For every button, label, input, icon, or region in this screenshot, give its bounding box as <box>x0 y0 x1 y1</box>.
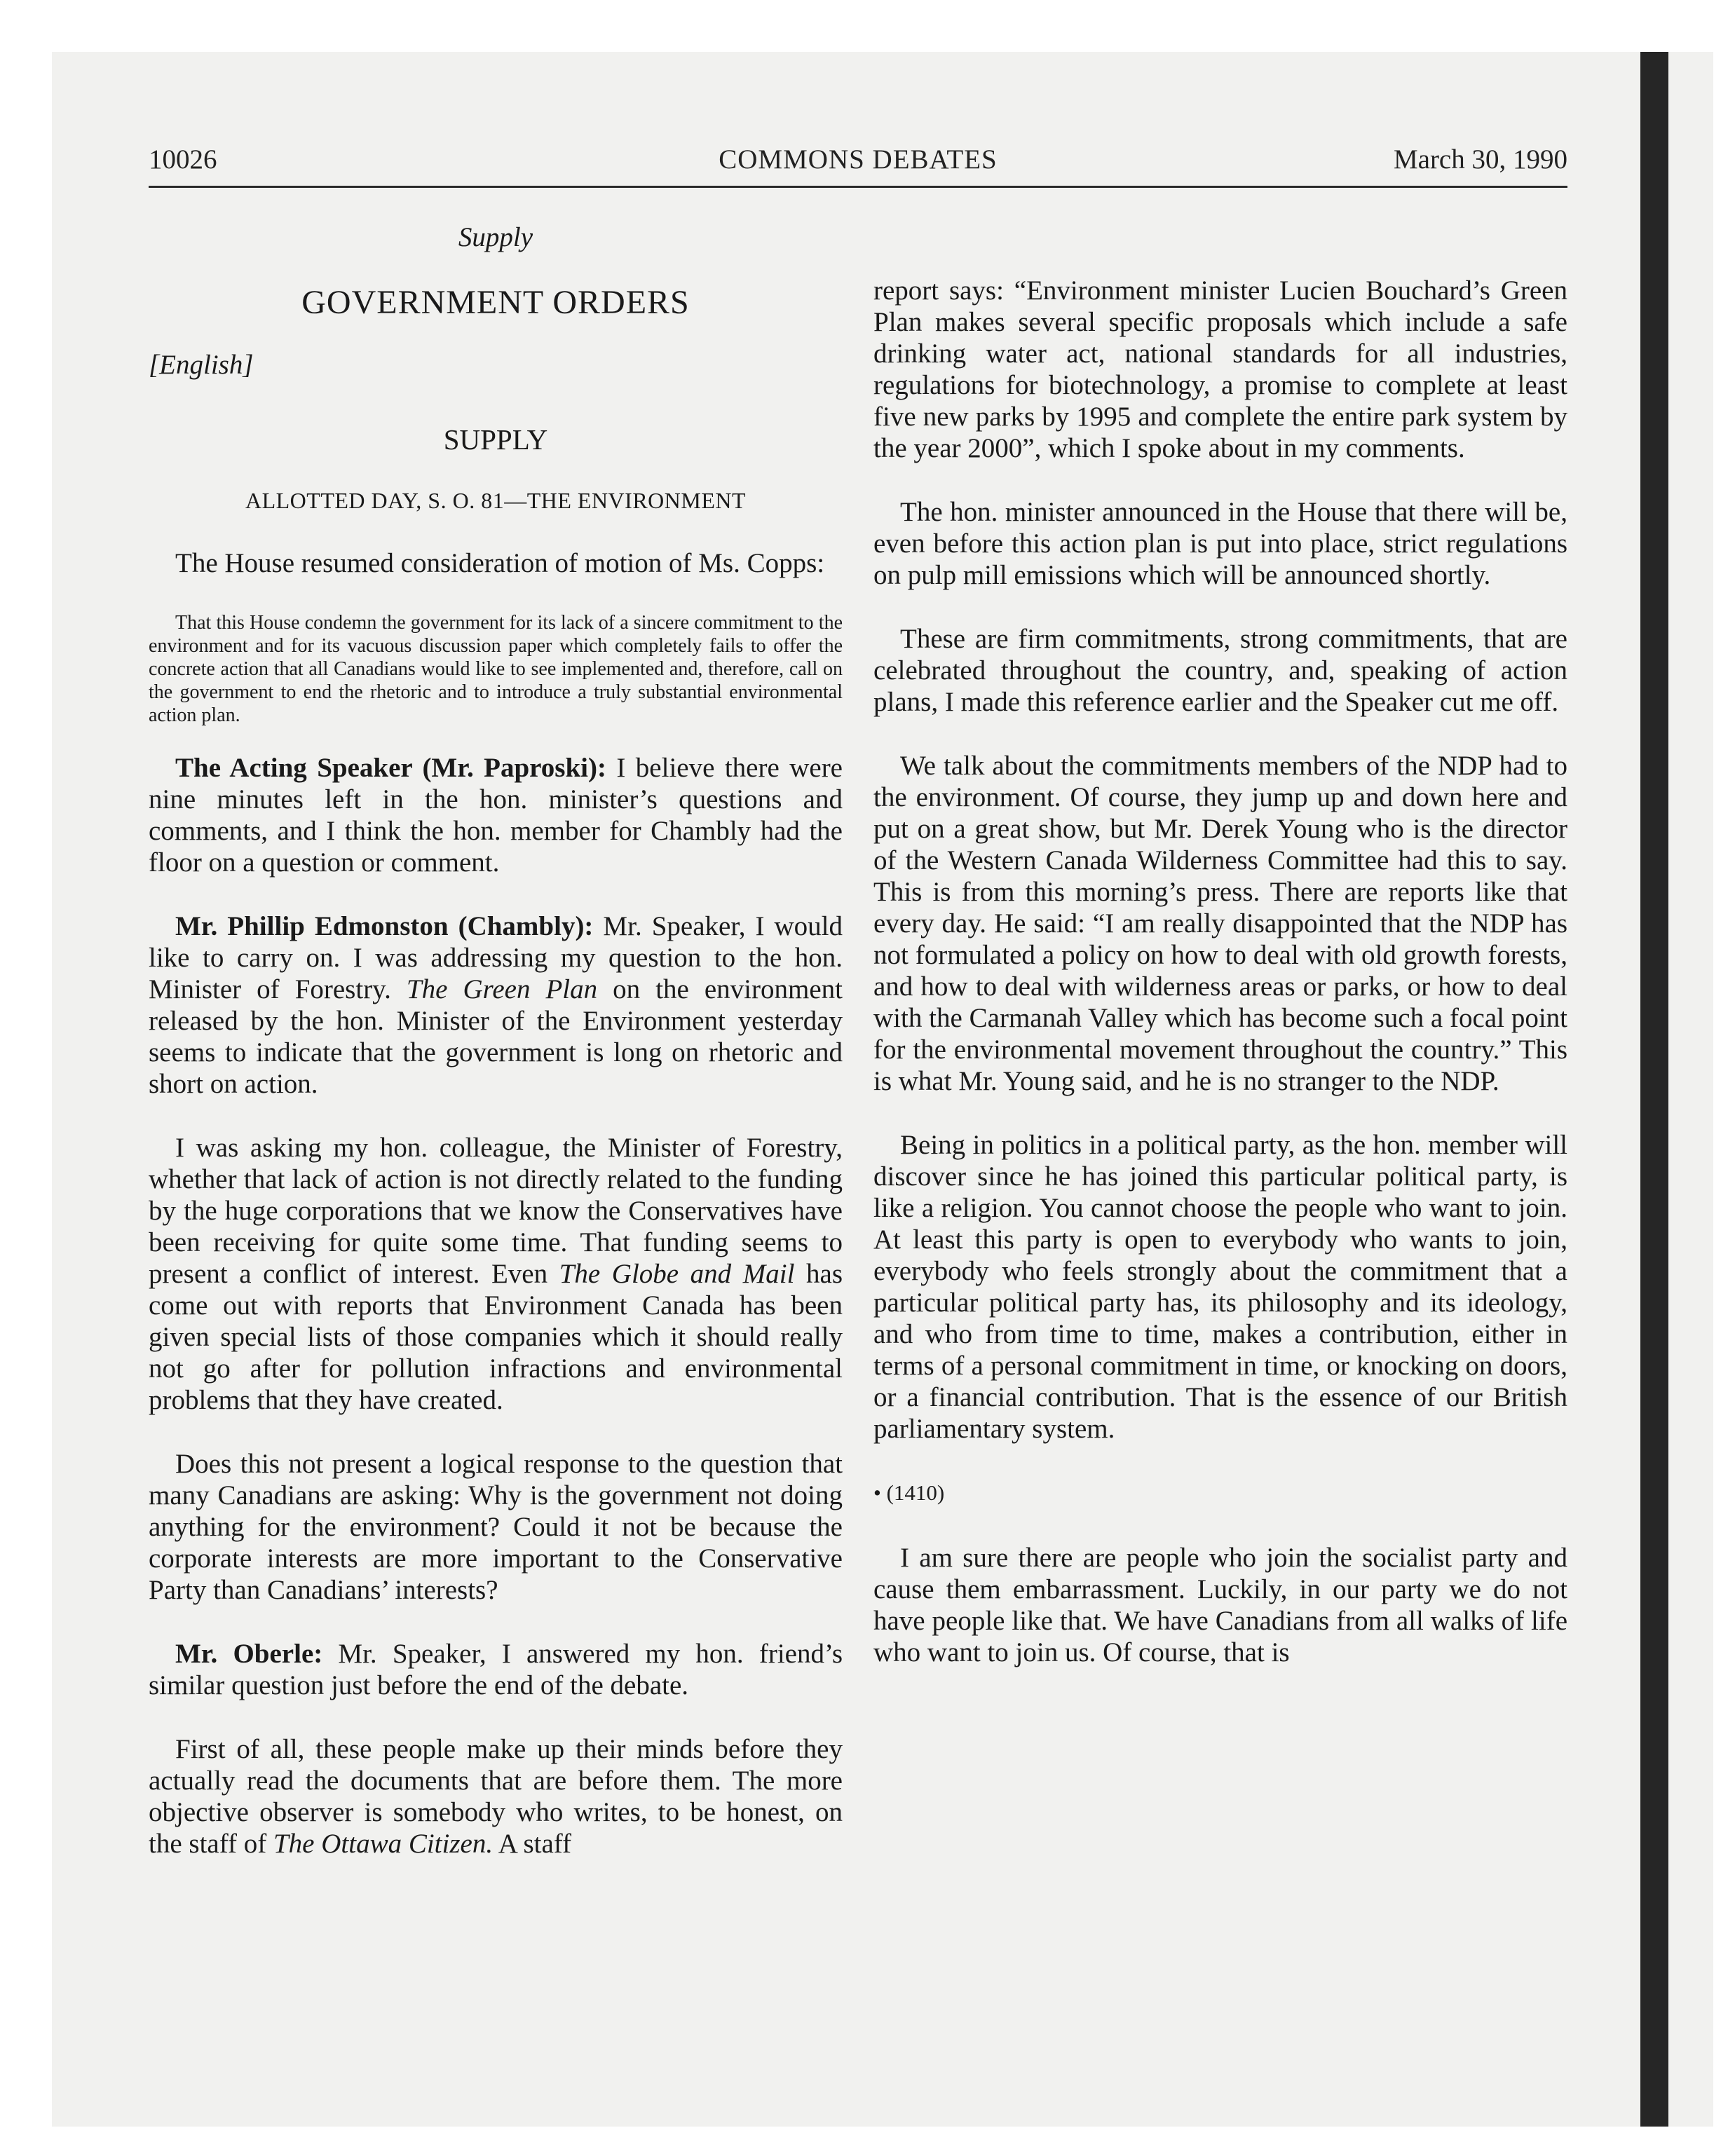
right-column <box>873 275 1567 1700</box>
paragraph: Mr. Oberle: Mr. Speaker, I answered my hon. friend’s similar question just before the end of the debate. <box>149 1639 843 1700</box>
page-number: 10026 <box>149 144 217 175</box>
italic-title: The Globe and Mail <box>559 1259 795 1289</box>
publication-title: COMMONS DEBATES <box>719 144 998 175</box>
paragraph: Mr. Phillip Edmonston (Chambly): Mr. Speaker, I would like to carry on. I was addressing my question to the hon. Minister of Forestry. The Green Plan on the environment released by the hon. Minister of the Environment yesterday seems to indicate that the government is long on rhetoric and short on action. <box>149 911 843 1099</box>
section-heading: GOVERNMENT ORDERS <box>301 284 690 321</box>
allotted-day-heading: ALLOTTED DAY, S. O. 81—THE ENVIRONMENT <box>245 488 747 513</box>
speaker-name: The Acting Speaker (Mr. Paproski): <box>175 753 606 783</box>
header-rule <box>149 186 1567 188</box>
paragraph: I am sure there are people who join the socialist party and cause them embarrassment. Luckily, in our party we do not have people like that. We have Canadians from all walks of life who want to join us. Of course, that is <box>873 1543 1567 1667</box>
page-header <box>149 144 1567 186</box>
paragraph: We talk about the commitments members of the NDP had to the environment. Of course, they jump up and down here and put on a great show, but Mr. Derek Young who is the director of the Western Canada Wilderness Committee had this to say. This is from this morning’s press. There are reports like that every day. He said: “I am really disappointed that the NDP has not formulated a policy on how to deal with old growth forests, and how to deal with wilderness areas or parks, or how to deal with the Carmanah Valley which has become such a focal point for the environmental movement throughout the country.” This is what Mr. Young said, and he is no stranger to the NDP. <box>873 751 1567 1096</box>
paragraph: Does this not present a logical response to the question that many Canadians are asking: Why is the government not doing anything for the environment? Could it not be because the corporate interests are more important to the Conservative Party than Canadians’ interests? <box>149 1449 843 1605</box>
intro-paragraph: The House resumed consideration of motion of Ms. Copps: <box>175 548 825 578</box>
paragraph: The hon. minister announced in the House that there will be, even before this action plan is put into place, strict regulations on pulp mill emissions which will be announced shortly. <box>873 497 1567 590</box>
italic-title: The Green Plan <box>406 974 598 1004</box>
italic-title: The Ottawa Citizen. <box>273 1829 494 1859</box>
paragraph: These are firm commitments, strong commitments, that are celebrated throughout the country, and, speaking of action plans, I made this reference earlier and the Speaker cut me off. <box>873 624 1567 717</box>
motion-text: That this House condemn the government for its lack of a sincere commitment to the environment and for its vacuous discussion paper which completely fails to offer the concrete action that all Canadians would like to see implemented and, therefore, call on the government to end the rhetoric and to introduce a truly substantial environmental action plan. <box>149 612 843 726</box>
timestamp-marker: • (1410) <box>873 1480 945 1505</box>
subheading: SUPPLY <box>443 423 548 456</box>
language-tag: [English] <box>149 350 254 380</box>
paragraph: Being in politics in a political party, as the hon. member will discover since he has joined this particular political party, is like a religion. You cannot choose the people who want to join. At least this party is open to everybody who wants to join, everybody who feels strongly about the commitment that a particular political party has, its philosophy and its ideology, and who from time to time, makes a contribution, either in terms of a personal commitment in time, or knocking on doors, or a financial contribution. That is the essence of our British parliamentary system. <box>873 1130 1567 1444</box>
paragraph: report says: “Environment minister Lucien Bouchard’s Green Plan makes several specific proposals which include a safe drinking water act, national standards for all industries, regulations for biotechnology, a promise to complete at least five new parks by 1995 and complete the entire park system by the year 2000”, which I spoke about in my comments. <box>873 275 1567 463</box>
paragraph: First of all, these people make up their minds before they actually read the documents that are before them. The more objective observer is somebody who writes, to be honest, on the staff of The Ottawa Citizen. A staff <box>149 1734 843 1859</box>
speaker-name: Mr. Phillip Edmonston (Chambly): <box>175 911 594 941</box>
section-label: Supply <box>458 222 533 252</box>
scan-edge-shadow <box>1640 52 1668 2127</box>
header-date: March 30, 1990 <box>1393 144 1567 175</box>
paragraph: The Acting Speaker (Mr. Paproski): I believe there were nine minutes left in the hon. minister’s questions and comments, and I think the hon. member for Chambly had the floor on a question or comment. <box>149 753 843 878</box>
speaker-name: Mr. Oberle: <box>175 1639 323 1669</box>
left-column <box>149 210 843 1892</box>
paragraph: I was asking my hon. colleague, the Minister of Forestry, whether that lack of action is not directly related to the funding by the huge corporations that we know the Conservatives have been receiving for quite some time. That funding seems to present a conflict of interest. Even The Globe and Mail has come out with reports that Environment Canada has been given special lists of those companies which it should really not go after for pollution infractions and environmental problems that they have created. <box>149 1133 843 1415</box>
